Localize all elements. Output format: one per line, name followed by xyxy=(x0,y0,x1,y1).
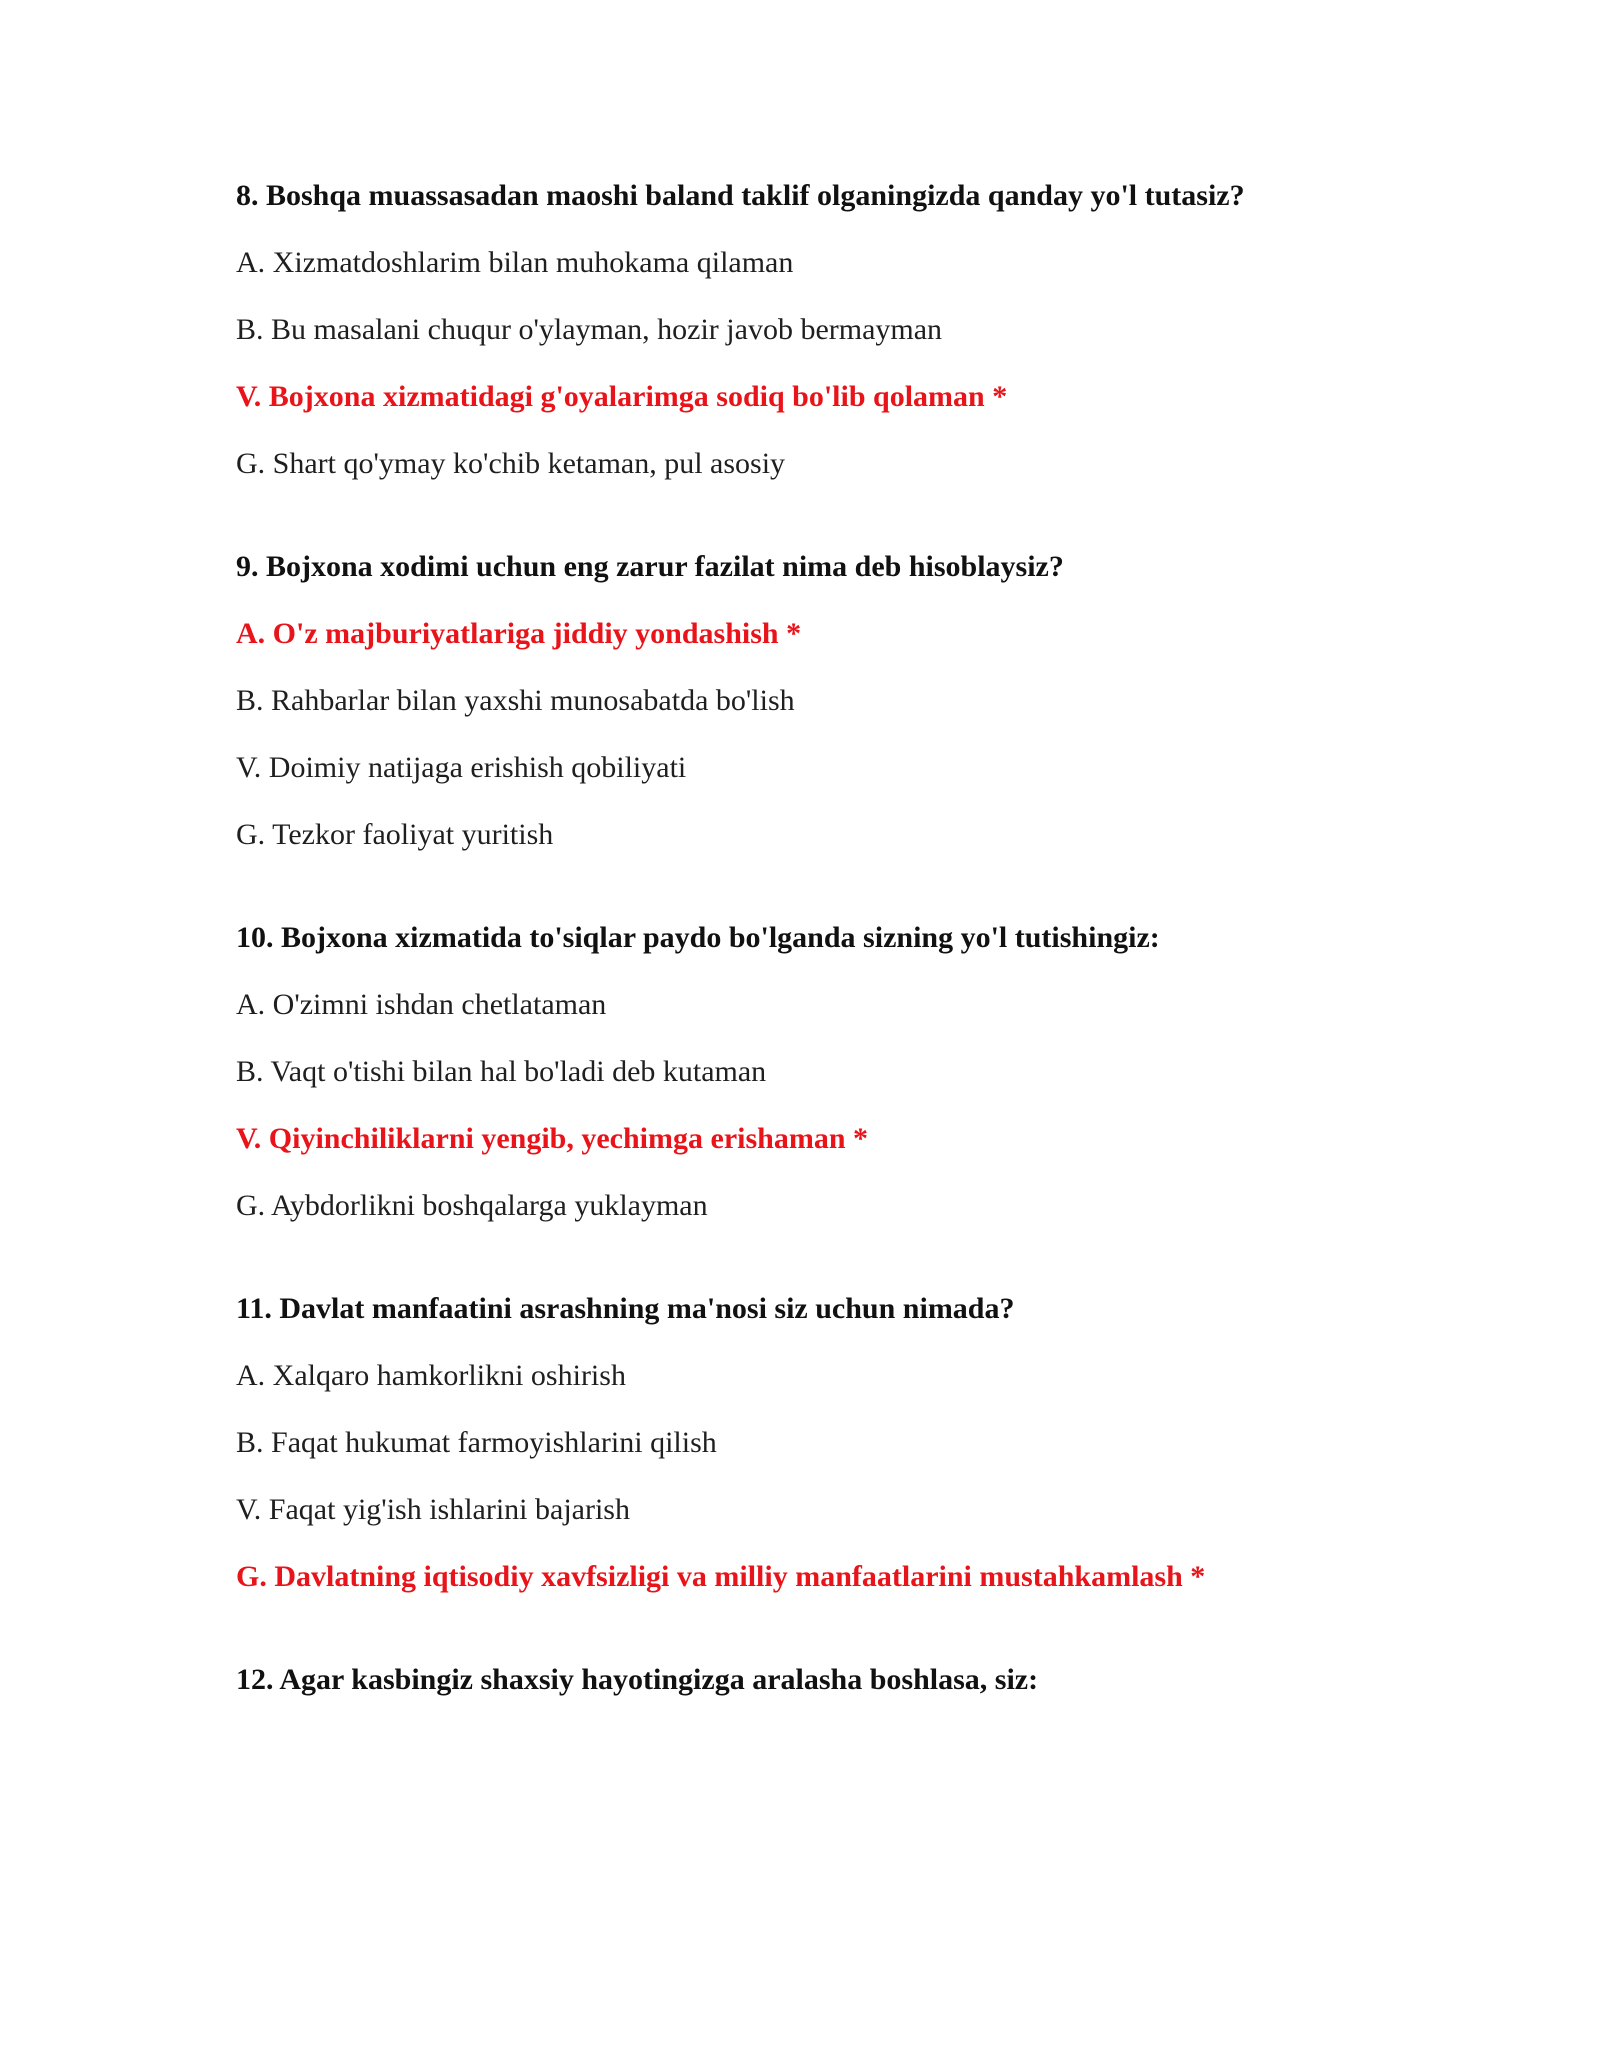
answer-option-v: V. Faqat yig'ish ishlarini bajarish xyxy=(236,1493,630,1526)
question-11 xyxy=(236,1291,1436,1595)
answer-option-g: G. Aybdorlikni boshqalarga yuklayman xyxy=(236,1189,708,1222)
correct-answer-option-v: V. Bojxona xizmatidagi g'oyalarimga sodiq bo'lib qolaman * xyxy=(236,380,1008,413)
quiz-content xyxy=(236,178,1436,1765)
answer-option-a: A. Xizmatdoshlarim bilan muhokama qilaman xyxy=(236,246,794,279)
question-title: 12. Agar kasbingiz shaxsiy hayotingizga aralasha boshlasa, siz: xyxy=(236,1663,1039,1696)
correct-answer-option-a: A. O'z majburiyatlariga jiddiy yondashish * xyxy=(236,617,802,650)
question-12 xyxy=(236,1662,1436,1698)
answer-option-a: A. Xalqaro hamkorlikni oshirish xyxy=(236,1359,626,1392)
answer-option-b: B. Vaqt o'tishi bilan hal bo'ladi deb kutaman xyxy=(236,1055,767,1088)
answer-option-b: B. Rahbarlar bilan yaxshi munosabatda bo'lish xyxy=(236,684,795,717)
question-title: 11. Davlat manfaatini asrashning ma'nosi siz uchun nimada? xyxy=(236,1292,1015,1325)
question-10 xyxy=(236,920,1436,1224)
question-8 xyxy=(236,178,1436,482)
question-title: 10. Bojxona xizmatida to'siqlar paydo bo'lganda sizning yo'l tutishingiz: xyxy=(236,921,1160,954)
answer-option-g: G. Tezkor faoliyat yuritish xyxy=(236,818,554,851)
answer-option-v: V. Doimiy natijaga erishish qobiliyati xyxy=(236,751,687,784)
correct-answer-option-g: G. Davlatning iqtisodiy xavfsizligi va milliy manfaatlarini mustahkamlash * xyxy=(236,1560,1206,1593)
question-title: 9. Bojxona xodimi uchun eng zarur fazilat nima deb hisoblaysiz? xyxy=(236,550,1064,583)
answer-option-b: B. Faqat hukumat farmoyishlarini qilish xyxy=(236,1426,717,1459)
question-title: 8. Boshqa muassasadan maoshi baland taklif olganingizda qanday yo'l tutasiz? xyxy=(236,179,1245,212)
question-9 xyxy=(236,549,1436,853)
answer-option-g: G. Shart qo'ymay ko'chib ketaman, pul asosiy xyxy=(236,447,786,480)
answer-option-b: B. Bu masalani chuqur o'ylayman, hozir javob bermayman xyxy=(236,313,943,346)
correct-answer-option-v: V. Qiyinchiliklarni yengib, yechimga erishaman * xyxy=(236,1122,869,1155)
answer-option-a: A. O'zimni ishdan chetlataman xyxy=(236,988,607,1021)
